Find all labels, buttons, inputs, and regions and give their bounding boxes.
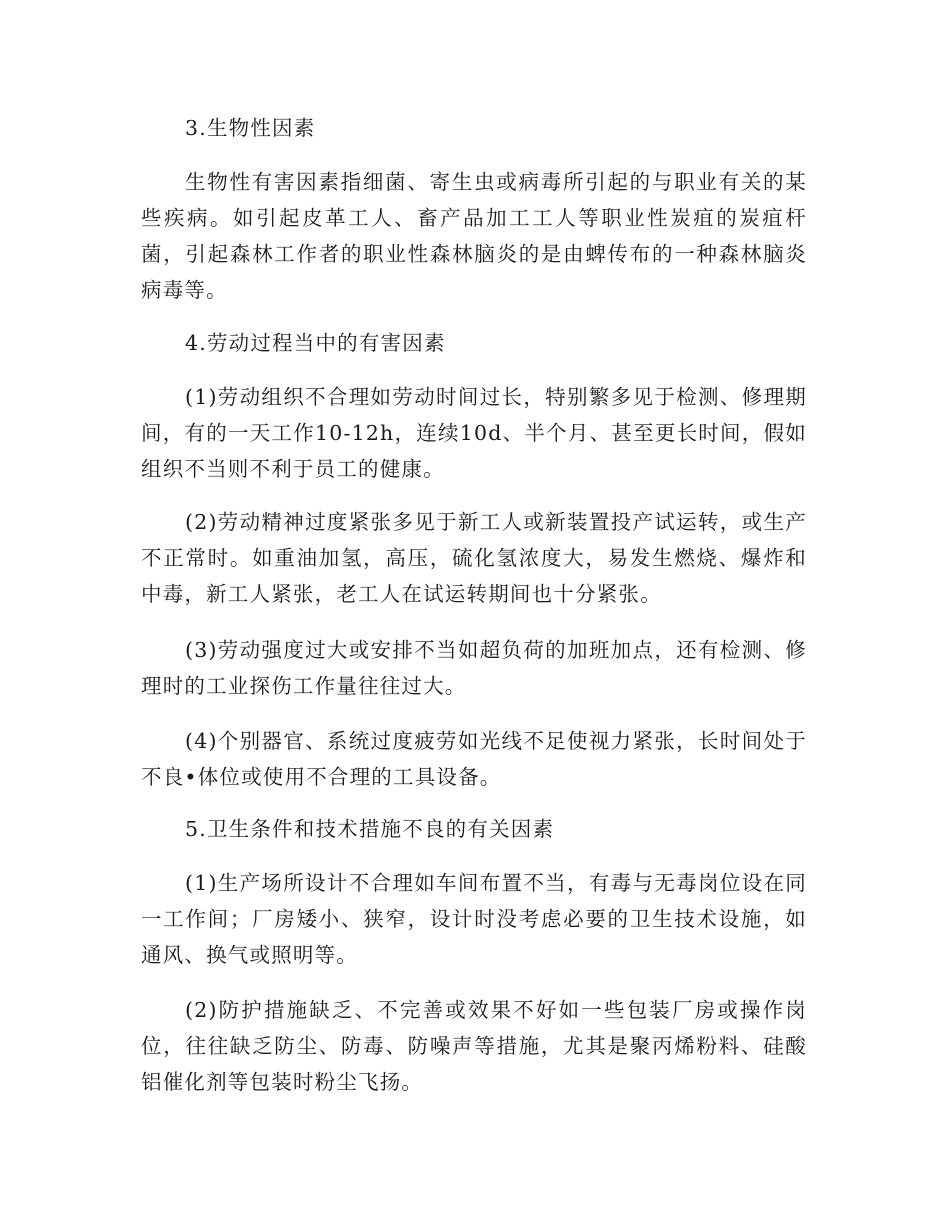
section-3-paragraph: 生物性有害因素指细菌、寄生虫或病毒所引起的与职业有关的某些疾病。如引起皮革工人、畜产品加工工人等职业性炭疽的炭疽杆菌，引起森林工作者的职业性森林脑炎的是由蜱传布的一种森林脑炎病毒等。 <box>141 170 807 302</box>
section-5-item-1: (1)生产场所设计不合理如车间布置不当，有毒与无毒岗位设在同一工作间；厂房矮小、狭窄，设计时没考虑必要的卫生技术设施，如通风、换气或照明等。 <box>141 871 807 967</box>
section-5-heading: 5.卫生条件和技术措施不良的有关因素 <box>185 817 555 841</box>
section-4-heading: 4.劳动过程当中的有害因素 <box>185 331 446 355</box>
section-4-item-3: (3)劳动强度过大或安排不当如超负荷的加班加点，还有检测、修理时的工业探伤工作量往往过大。 <box>141 638 807 698</box>
section-5-item-2: (2)防护措施缺乏、不完善或效果不好如一些包装厂房或操作岗位，往往缺乏防尘、防毒、防噪声等措施，尤其是聚丙烯粉料、硅酸铝催化剂等包装时粉尘飞扬。 <box>141 998 807 1094</box>
section-4-item-1: (1)劳动组织不合理如劳动时间过长，特别繁多见于检测、修理期间，有的一天工作10-12h，连续10d、半个月、甚至更长时间，假如组织不当则不利于员工的健康。 <box>141 385 807 481</box>
section-4-item-4: (4)个别器官、系统过度疲劳如光线不足使视力紧张，长时间处于不良•体位或使用不合理的工具设备。 <box>141 729 807 789</box>
section-4-item-2: (2)劳动精神过度紧张多见于新工人或新装置投产试运转，或生产不正常时。如重油加氢，高压，硫化氢浓度大，易发生燃烧、爆炸和中毒，新工人紧张，老工人在试运转期间也十分紧张。 <box>141 510 807 606</box>
section-3-heading: 3.生物性因素 <box>185 116 316 140</box>
